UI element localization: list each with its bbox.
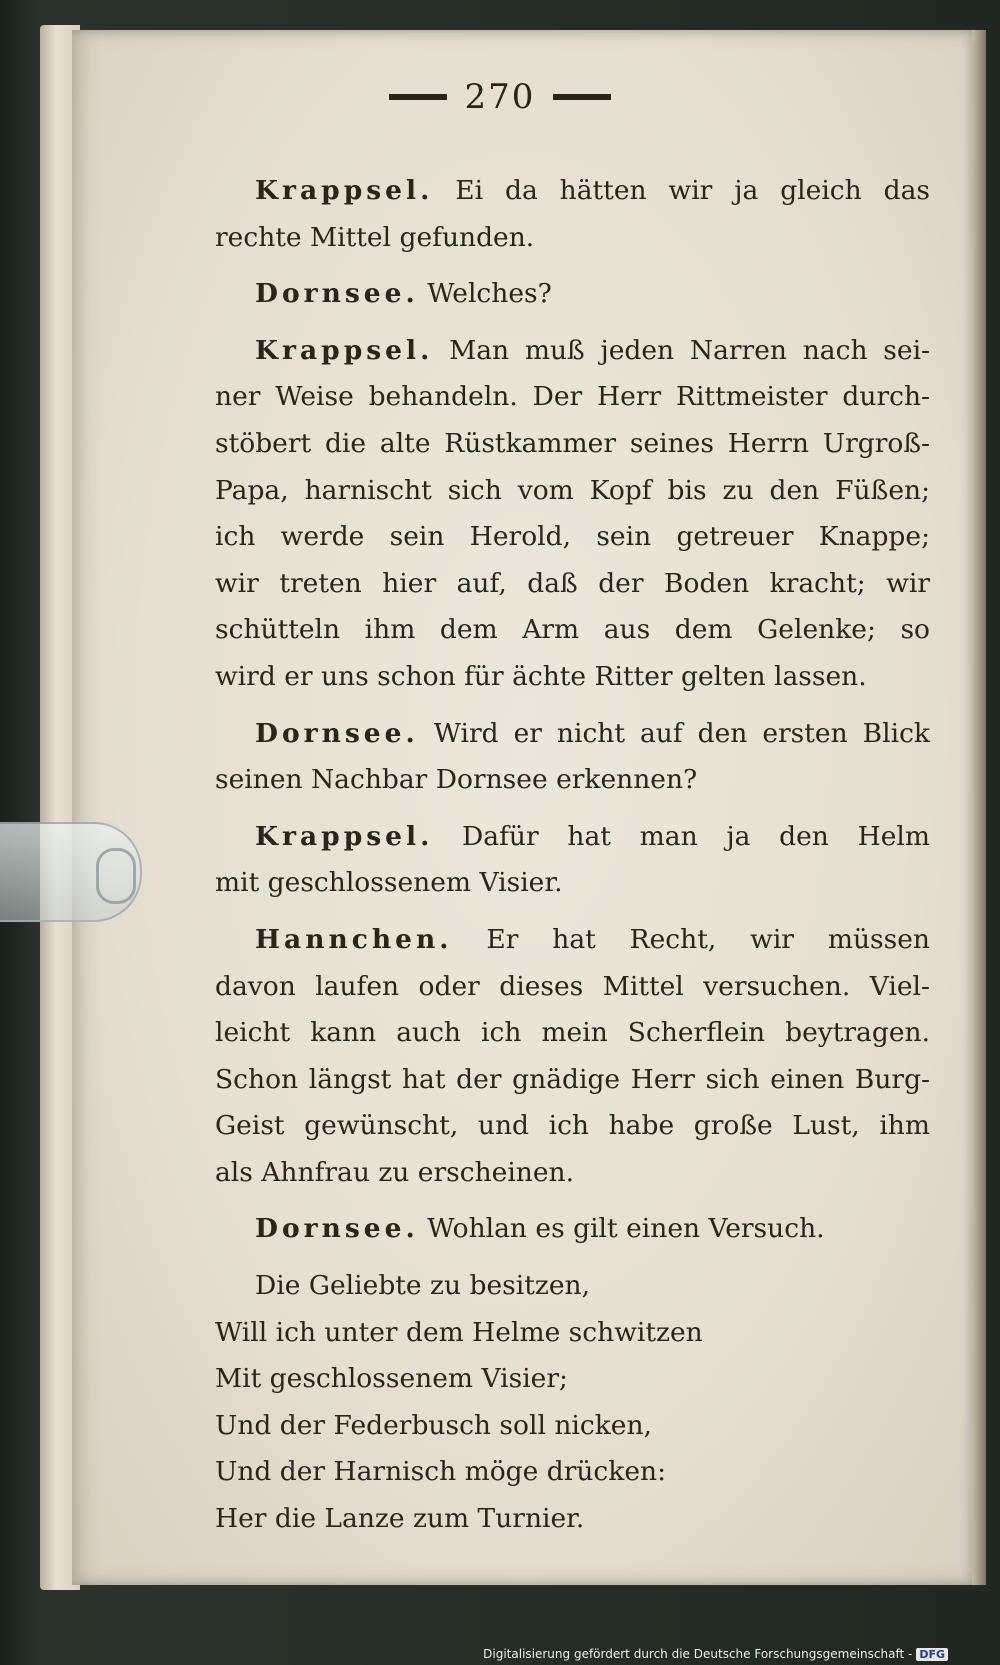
verse-line: Will ich unter dem Helme schwitzen bbox=[215, 1316, 703, 1348]
line-text: schütteln ihm dem Arm aus dem Gelenke; so bbox=[215, 614, 930, 646]
header-dash-right bbox=[553, 94, 611, 100]
line-text: Schon längst hat der gnädige Herr sich einen Burg- bbox=[215, 1063, 930, 1095]
speaker-name: Krappsel. bbox=[255, 334, 434, 366]
page-clip-hole bbox=[96, 848, 136, 904]
line-text: Wird er nicht auf den ersten Blick bbox=[433, 717, 930, 749]
text-line bbox=[215, 964, 930, 1011]
speaker-name: Dornsee. bbox=[255, 1213, 419, 1245]
page-edge-right bbox=[972, 30, 986, 1585]
speaker-name: Dornsee. bbox=[255, 717, 419, 749]
page-header bbox=[0, 72, 1000, 122]
verse-line: Und der Harnisch möge drücken: bbox=[215, 1456, 667, 1488]
text-line bbox=[215, 328, 930, 375]
verse-line: Und der Federbusch soll nicken, bbox=[215, 1409, 652, 1441]
verse-block bbox=[215, 1263, 930, 1543]
text-line bbox=[215, 917, 930, 964]
speaker-name: Krappsel. bbox=[255, 175, 434, 206]
line-text: wir treten hier auf, daß der Boden kracht; wir bbox=[215, 567, 930, 599]
text-line bbox=[215, 711, 930, 758]
line-text: ich werde sein Herold, sein getreuer Knappe; bbox=[215, 521, 930, 553]
text-line bbox=[215, 561, 930, 608]
text-line bbox=[215, 860, 930, 907]
credit-text: Digitalisierung gefördert durch die Deutsche Forschungsgemeinschaft - bbox=[483, 1647, 913, 1661]
text-line bbox=[215, 814, 930, 861]
text-line bbox=[215, 168, 930, 215]
text-line bbox=[215, 468, 930, 515]
dfg-logo: DFG bbox=[916, 1648, 948, 1661]
text-line bbox=[215, 654, 930, 701]
line-text: davon laufen oder dieses Mittel versuchen. Viel- bbox=[215, 970, 930, 1002]
line-text: Ei da hätten wir ja gleich das bbox=[455, 175, 930, 206]
dialogue-block bbox=[215, 168, 930, 1253]
line-text: Geist gewünscht, und ich habe große Lust, ihm bbox=[215, 1110, 930, 1142]
text-line bbox=[215, 757, 930, 804]
line-text: Dafür hat man ja den Helm bbox=[462, 820, 930, 852]
line-text: Er hat Recht, wir müssen bbox=[486, 923, 930, 955]
text-line bbox=[215, 215, 930, 262]
speaker-name: Krappsel. bbox=[255, 820, 434, 852]
text-line bbox=[215, 1206, 930, 1253]
verse-line: Die Geliebte zu besitzen, bbox=[255, 1270, 590, 1302]
line-text: seinen Nachbar Dornsee erkennen? bbox=[215, 764, 698, 796]
text-line bbox=[215, 1103, 930, 1150]
line-text: Welches? bbox=[427, 278, 552, 310]
line-text: wird er uns schon für ächte Ritter gelten lassen. bbox=[215, 660, 867, 692]
line-text: als Ahnfrau zu erscheinen. bbox=[215, 1156, 575, 1188]
text-line bbox=[215, 514, 930, 561]
speaker-name: Hannchen. bbox=[255, 923, 453, 955]
line-text: stöbert die alte Rüstkammer seines Herrn Urgroß- bbox=[215, 427, 930, 459]
text-line bbox=[215, 374, 930, 421]
line-text: Wohlan es gilt einen Versuch. bbox=[427, 1213, 825, 1245]
text-line bbox=[215, 1010, 930, 1057]
text-line bbox=[215, 1057, 930, 1104]
line-text: mit geschlossenem Visier. bbox=[215, 867, 563, 899]
header-dash-left bbox=[389, 94, 447, 100]
text-line bbox=[215, 271, 930, 318]
text-line bbox=[215, 1150, 930, 1197]
verse-line: Mit geschlossenem Visier; bbox=[215, 1363, 568, 1395]
line-text: rechte Mittel gefunden. bbox=[215, 221, 535, 253]
line-text: Man muß jeden Narren nach sei- bbox=[449, 334, 930, 366]
line-text: leicht kann auch ich mein Scherflein beytragen. bbox=[215, 1017, 930, 1049]
page-text bbox=[215, 168, 930, 1543]
page-number: 270 bbox=[464, 77, 536, 117]
speaker-name: Dornsee. bbox=[255, 278, 419, 310]
verse-line: Her die Lanze zum Turnier. bbox=[215, 1503, 585, 1535]
text-line bbox=[215, 421, 930, 468]
digitization-credit bbox=[483, 1647, 948, 1661]
text-line bbox=[215, 607, 930, 654]
line-text: Papa, harnischt sich vom Kopf bis zu den Füßen; bbox=[215, 474, 930, 506]
line-text: ner Weise behandeln. Der Herr Rittmeister durch- bbox=[215, 381, 930, 413]
